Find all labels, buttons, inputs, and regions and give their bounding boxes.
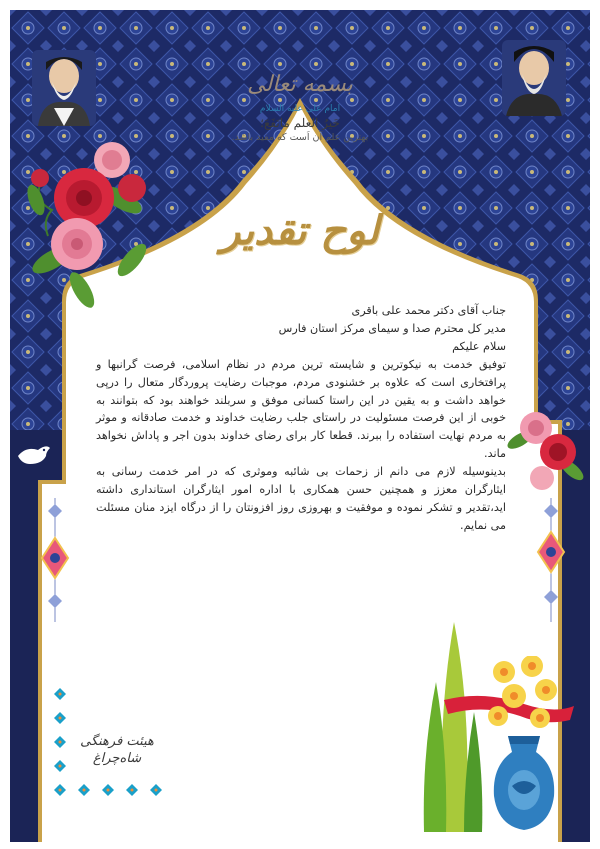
bird-icon (16, 442, 52, 468)
diamond-ornament-left-icon (40, 498, 70, 622)
letter-paragraph-2: بدینوسیله لازم می دانم از زحمات بی شائبه وموثری که در امر خدمت رسانی به ایثارگران معزز و همچنین حسن همکاری با اداره امور ایثارگران استانداری داشته اید،تقدیر و تشکر نموده و موفقیت و بهروزی روز افزونتان را از درگاه ایزد منان مسئلت می نمایم. (96, 465, 506, 532)
letter-salutation: جناب آقای دکتر محمد علی باقری (351, 304, 506, 317)
quote-attribution: امام علی علیه السلام (259, 104, 341, 114)
portrait-left (32, 50, 96, 126)
bismillah-logo: بسمه تعالی (247, 72, 353, 97)
letter-paragraph-1: توفیق خدمت به نیکوترین و شایسته ترین مردم در نظام اسلامی، فرصت گرانبها و پرافتخاری است که علاوه بر خشنودی مردم، موجبات رضایت پروردگار متعال را درپی خواهد داشت و به یقین در این راستا کسانی موفق و سربلند خواهند بود که بتوانند به خوبی از این فرصت مسئولیت در راستای جلب رضایت خداوند و خدمت صادقانه و موثر به مردم نهایت استفاده را ببرند. قطعا کار برای رضای خداوند بدون اجر و پاداش نخواهد ماند. (96, 357, 506, 461)
portrait-right (502, 40, 566, 116)
letter-body (96, 302, 506, 535)
arabic-quote: خَیرُ العلم مانَفَعَ؛ (260, 116, 340, 130)
daffodil-vase-icon (484, 656, 564, 832)
rose-flowers-icon (22, 140, 162, 310)
rose-flowers-right-icon (506, 400, 586, 496)
organization-logo: هیئت فرهنگی شاه‌چراغ (80, 734, 154, 766)
diamond-ornament-right-icon (536, 498, 566, 622)
certificate-title: لوح تقدیر (220, 207, 380, 254)
quote-translation: بهترین علم آن اَست که مفید باشد. (231, 132, 369, 143)
header-quote (170, 70, 430, 143)
letter-greeting: سلام علیکم (452, 339, 506, 353)
letter-position: مدیر کل محترم صدا و سیمای مرکز استان فارس (278, 321, 506, 335)
